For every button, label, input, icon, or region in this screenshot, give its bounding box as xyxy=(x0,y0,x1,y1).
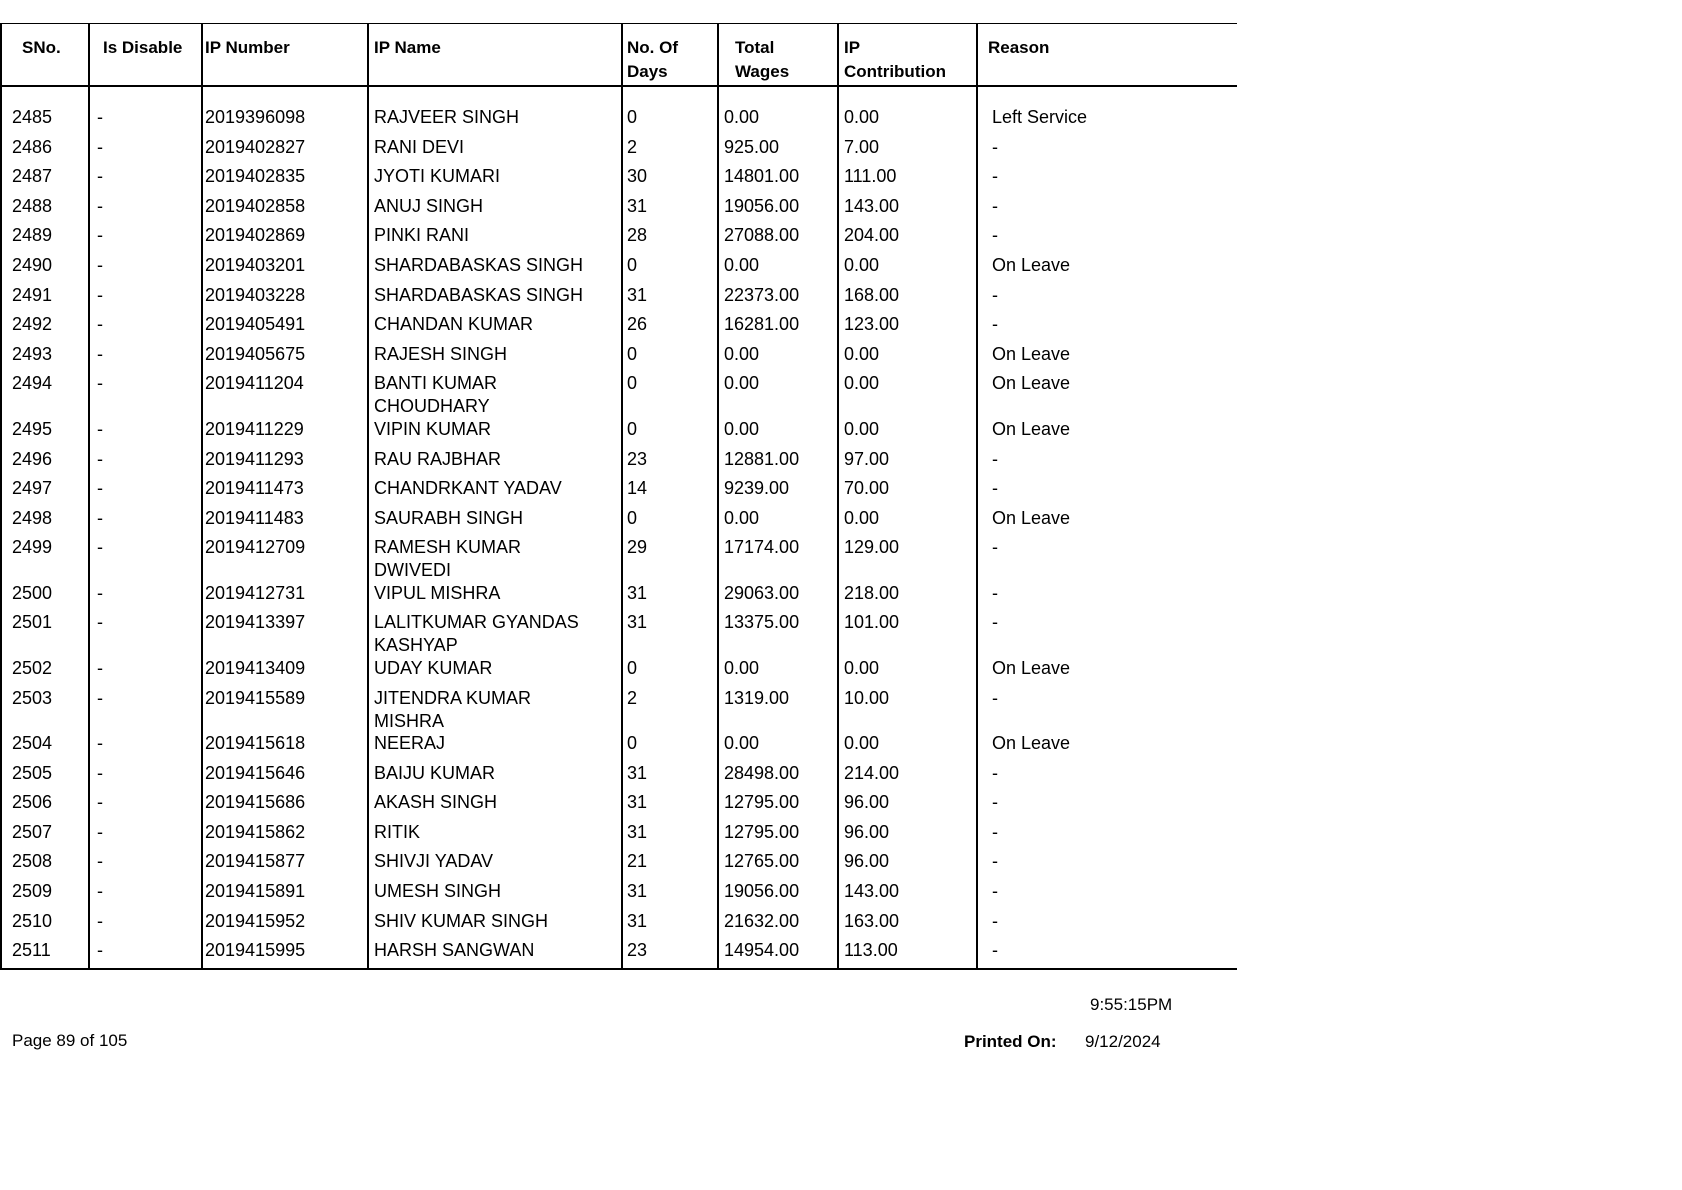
cell-ip-name xyxy=(374,195,483,218)
cell-ip-name xyxy=(374,106,519,129)
cell-no-of-days: 31 xyxy=(627,881,648,901)
cell-sno: 2506 xyxy=(12,792,53,813)
cell-total-wages: 19056.00 xyxy=(724,195,800,216)
ip-name-line: KASHYAP xyxy=(374,635,458,656)
ip-name-line: ANUJ SINGH xyxy=(374,195,484,216)
cell-is-disable: - xyxy=(97,507,103,528)
cell-sno: 2493 xyxy=(12,343,53,364)
cell-reason: - xyxy=(992,821,998,842)
cell-ip-number: 2019402835 xyxy=(205,166,306,187)
header-no-of-days-line2: Days xyxy=(627,62,668,81)
cell-ip-name xyxy=(374,284,583,307)
cell-ip-contribution: 218.00 xyxy=(844,582,900,603)
ip-name-line: VIPIN KUMAR xyxy=(374,418,492,439)
cell-reason: - xyxy=(992,582,998,603)
cell-reason: - xyxy=(992,284,998,305)
cell-no-of-days: 30 xyxy=(627,166,648,187)
cell-no-of-days: 29 xyxy=(627,537,648,558)
cell-ip-contribution: 143.00 xyxy=(844,881,900,901)
cell-is-disable: - xyxy=(97,910,103,931)
cell-reason: - xyxy=(992,910,998,931)
cell-reason: - xyxy=(992,478,998,499)
header-ip-number: IP Number xyxy=(205,38,290,57)
cell-total-wages: 0.00 xyxy=(724,507,760,528)
cell-no-of-days: 14 xyxy=(627,478,648,499)
cell-sno: 2502 xyxy=(12,657,53,678)
cell-is-disable: - xyxy=(97,762,103,783)
cell-ip-number: 2019412731 xyxy=(205,582,306,603)
cell-ip-name xyxy=(374,732,445,755)
cell-ip-number: 2019411229 xyxy=(205,418,304,439)
ip-name-line: CHOUDHARY xyxy=(374,396,490,417)
cell-is-disable: - xyxy=(97,343,103,364)
cell-sno: 2511 xyxy=(12,940,51,961)
ip-name-line: MISHRA xyxy=(374,710,445,731)
cell-total-wages: 0.00 xyxy=(724,343,760,364)
ip-name-line: VIPUL MISHRA xyxy=(374,582,501,603)
cell-sno: 2499 xyxy=(12,537,53,558)
ip-name-line: JITENDRA KUMAR xyxy=(374,687,532,708)
cell-reason: - xyxy=(992,612,998,633)
cell-sno: 2505 xyxy=(12,762,53,783)
ip-name-line: RAJVEER SINGH xyxy=(374,107,520,127)
cell-ip-name xyxy=(374,850,493,873)
cell-is-disable: - xyxy=(97,195,103,216)
ip-name-line: NEERAJ xyxy=(374,733,446,753)
cell-ip-number: 2019415995 xyxy=(205,940,306,961)
cell-reason: On Leave xyxy=(992,255,1071,275)
cell-no-of-days: 0 xyxy=(627,657,638,678)
ip-name-line: SHARDABASKAS SINGH xyxy=(374,284,584,305)
cell-is-disable: - xyxy=(97,418,103,439)
cell-sno: 2508 xyxy=(12,851,53,872)
table-top-border xyxy=(0,23,1237,24)
ip-name-line: DWIVEDI xyxy=(374,560,452,581)
cell-no-of-days: 2 xyxy=(627,687,638,708)
column-divider xyxy=(621,24,623,970)
cell-is-disable: - xyxy=(97,107,103,127)
cell-ip-number: 2019415952 xyxy=(205,910,306,931)
cell-total-wages: 925.00 xyxy=(724,136,780,157)
cell-ip-number: 2019405491 xyxy=(205,314,306,335)
cell-ip-contribution: 70.00 xyxy=(844,478,890,499)
cell-sno: 2489 xyxy=(12,225,53,246)
cell-total-wages: 12795.00 xyxy=(724,821,800,842)
cell-ip-name xyxy=(374,343,507,366)
cell-ip-number: 2019412709 xyxy=(205,537,306,558)
cell-sno: 2504 xyxy=(12,733,53,753)
cell-sno: 2510 xyxy=(12,910,53,931)
cell-ip-contribution: 96.00 xyxy=(844,821,890,842)
ip-name-line: RITIK xyxy=(374,821,421,842)
cell-is-disable: - xyxy=(97,284,103,305)
cell-is-disable: - xyxy=(97,373,103,394)
cell-is-disable: - xyxy=(97,821,103,842)
cell-sno: 2494 xyxy=(12,373,53,394)
cell-ip-contribution: 0.00 xyxy=(844,507,880,528)
cell-sno: 2495 xyxy=(12,418,53,439)
cell-is-disable: - xyxy=(97,687,103,708)
cell-ip-contribution: 123.00 xyxy=(844,314,900,335)
cell-ip-name xyxy=(374,880,501,903)
cell-ip-contribution: 96.00 xyxy=(844,851,890,872)
cell-sno: 2497 xyxy=(12,478,53,499)
cell-no-of-days: 31 xyxy=(627,582,648,603)
cell-is-disable: - xyxy=(97,733,103,753)
cell-ip-name xyxy=(374,762,495,785)
cell-ip-name xyxy=(374,507,523,530)
cell-ip-number: 2019411483 xyxy=(205,507,304,528)
cell-total-wages: 0.00 xyxy=(724,733,760,753)
cell-is-disable: - xyxy=(97,166,103,187)
cell-total-wages: 16281.00 xyxy=(724,314,800,335)
cell-is-disable: - xyxy=(97,478,103,499)
cell-ip-contribution: 96.00 xyxy=(844,792,890,813)
page-number: Page 89 of 105 xyxy=(12,1031,128,1050)
cell-ip-contribution: 97.00 xyxy=(844,448,890,469)
cell-no-of-days: 0 xyxy=(627,343,638,364)
cell-no-of-days: 21 xyxy=(627,851,648,872)
cell-ip-name xyxy=(374,910,548,933)
header-ip-contribution xyxy=(844,36,946,84)
cell-ip-name xyxy=(374,224,469,247)
header-total-wages xyxy=(735,36,789,84)
cell-reason: On Leave xyxy=(992,733,1071,753)
cell-total-wages: 19056.00 xyxy=(724,881,800,901)
cell-reason: On Leave xyxy=(992,343,1071,364)
cell-no-of-days: 0 xyxy=(627,507,638,528)
cell-sno: 2496 xyxy=(12,448,53,469)
cell-total-wages: 1319.00 xyxy=(724,687,790,708)
cell-ip-contribution: 10.00 xyxy=(844,687,890,708)
cell-total-wages: 12765.00 xyxy=(724,851,800,872)
ip-name-line: UDAY KUMAR xyxy=(374,657,493,678)
cell-no-of-days: 23 xyxy=(627,940,648,961)
header-is-disable: Is Disable xyxy=(103,38,183,57)
cell-ip-number: 2019415618 xyxy=(205,733,306,753)
cell-ip-contribution: 113.00 xyxy=(844,940,898,961)
cell-reason: - xyxy=(992,166,998,187)
cell-total-wages: 0.00 xyxy=(724,255,760,275)
cell-no-of-days: 0 xyxy=(627,255,638,275)
cell-is-disable: - xyxy=(97,255,103,275)
cell-total-wages: 28498.00 xyxy=(724,762,800,783)
cell-ip-name xyxy=(374,136,464,159)
cell-no-of-days: 28 xyxy=(627,225,648,246)
cell-is-disable: - xyxy=(97,582,103,603)
ip-name-line: HARSH SANGWAN xyxy=(374,940,535,961)
ip-name-line: RANI DEVI xyxy=(374,136,465,157)
cell-ip-number: 2019403201 xyxy=(205,255,306,275)
cell-no-of-days: 2 xyxy=(627,136,638,157)
cell-ip-number: 2019411204 xyxy=(205,373,304,394)
cell-reason: - xyxy=(992,792,998,813)
column-divider xyxy=(0,24,2,970)
cell-ip-contribution: 0.00 xyxy=(844,255,880,275)
cell-total-wages: 22373.00 xyxy=(724,284,800,305)
cell-total-wages: 14801.00 xyxy=(724,166,800,187)
cell-reason: - xyxy=(992,762,998,783)
cell-total-wages: 0.00 xyxy=(724,657,760,678)
cell-reason: - xyxy=(992,225,998,246)
cell-reason: On Leave xyxy=(992,373,1071,394)
header-ip-contribution-line1: IP xyxy=(844,38,861,57)
printed-on-label: Printed On: xyxy=(964,1032,1057,1051)
header-total-wages-line2: Wages xyxy=(735,62,790,81)
cell-ip-name xyxy=(374,821,420,844)
cell-reason: - xyxy=(992,881,998,901)
cell-is-disable: - xyxy=(97,881,103,901)
cell-total-wages: 29063.00 xyxy=(724,582,800,603)
cell-ip-contribution: 0.00 xyxy=(844,343,880,364)
cell-ip-name xyxy=(374,536,521,582)
cell-ip-contribution: 143.00 xyxy=(844,195,900,216)
cell-no-of-days: 0 xyxy=(627,733,638,753)
cell-reason: - xyxy=(992,537,998,558)
ip-name-line: BANTI KUMAR xyxy=(374,373,498,394)
cell-ip-contribution: 163.00 xyxy=(844,910,900,931)
cell-ip-number: 2019411293 xyxy=(205,448,304,469)
cell-sno: 2509 xyxy=(12,881,53,901)
cell-no-of-days: 26 xyxy=(627,314,648,335)
cell-sno: 2503 xyxy=(12,687,53,708)
cell-reason: - xyxy=(992,448,998,469)
cell-ip-number: 2019415589 xyxy=(205,687,306,708)
cell-ip-name xyxy=(374,254,583,277)
ip-name-line: CHANDRKANT YADAV xyxy=(374,478,562,499)
cell-reason: On Leave xyxy=(992,418,1071,439)
cell-reason: - xyxy=(992,851,998,872)
cell-total-wages: 27088.00 xyxy=(724,225,800,246)
cell-ip-name xyxy=(374,611,579,657)
header-no-of-days-line1: No. Of xyxy=(627,38,678,57)
cell-ip-contribution: 0.00 xyxy=(844,733,880,753)
header-bottom-border xyxy=(0,85,1237,87)
column-divider xyxy=(976,24,978,970)
cell-ip-number: 2019396098 xyxy=(205,107,306,127)
cell-ip-number: 2019402869 xyxy=(205,225,306,246)
cell-total-wages: 13375.00 xyxy=(724,612,800,633)
ip-name-line: SHIVJI YADAV xyxy=(374,851,494,872)
cell-ip-contribution: 7.00 xyxy=(844,136,880,157)
column-divider xyxy=(367,24,369,970)
ip-name-line: SAURABH SINGH xyxy=(374,507,524,528)
cell-total-wages: 9239.00 xyxy=(724,478,790,499)
cell-is-disable: - xyxy=(97,136,103,157)
cell-sno: 2500 xyxy=(12,582,53,603)
cell-sno: 2491 xyxy=(12,284,53,305)
cell-sno: 2492 xyxy=(12,314,53,335)
cell-ip-contribution: 101.00 xyxy=(844,612,900,633)
cell-total-wages: 17174.00 xyxy=(724,537,800,558)
cell-ip-number: 2019413409 xyxy=(205,657,306,678)
cell-is-disable: - xyxy=(97,314,103,335)
cell-reason: - xyxy=(992,136,998,157)
cell-ip-name xyxy=(374,657,492,680)
cell-reason: On Leave xyxy=(992,657,1071,678)
cell-reason: Left Service xyxy=(992,107,1088,127)
cell-is-disable: - xyxy=(97,851,103,872)
cell-is-disable: - xyxy=(97,225,103,246)
ip-name-line: LALITKUMAR GYANDAS xyxy=(374,612,579,633)
printed-on-date: 9/12/2024 xyxy=(1085,1032,1161,1051)
cell-is-disable: - xyxy=(97,612,103,633)
cell-ip-number: 2019411473 xyxy=(205,478,304,499)
cell-reason: - xyxy=(992,195,998,216)
cell-reason: - xyxy=(992,687,998,708)
ip-name-line: RAU RAJBHAR xyxy=(374,448,502,469)
cell-no-of-days: 31 xyxy=(627,284,648,305)
cell-ip-contribution: 0.00 xyxy=(844,373,880,394)
cell-ip-name xyxy=(374,791,497,814)
header-sno: SNo. xyxy=(22,38,61,57)
ip-name-line: CHANDAN KUMAR xyxy=(374,314,534,335)
header-reason: Reason xyxy=(988,38,1050,57)
cell-sno: 2498 xyxy=(12,507,53,528)
cell-ip-contribution: 204.00 xyxy=(844,225,900,246)
cell-is-disable: - xyxy=(97,940,103,961)
header-total-wages-line1: Total xyxy=(735,38,775,57)
print-time: 9:55:15PM xyxy=(1090,995,1173,1014)
cell-ip-number: 2019415891 xyxy=(205,881,306,901)
ip-name-line: PINKI RANI xyxy=(374,225,470,246)
cell-ip-contribution: 0.00 xyxy=(844,107,880,127)
cell-no-of-days: 31 xyxy=(627,762,648,783)
cell-ip-contribution: 0.00 xyxy=(844,657,880,678)
cell-ip-number: 2019415862 xyxy=(205,821,306,842)
cell-reason: On Leave xyxy=(992,507,1071,528)
cell-no-of-days: 0 xyxy=(627,107,638,127)
cell-ip-number: 2019405675 xyxy=(205,343,306,364)
ip-name-line: SHARDABASKAS SINGH xyxy=(374,255,584,275)
cell-ip-contribution: 168.00 xyxy=(844,284,900,305)
cell-total-wages: 12795.00 xyxy=(724,792,800,813)
cell-sno: 2488 xyxy=(12,195,53,216)
cell-no-of-days: 31 xyxy=(627,910,648,931)
cell-ip-number: 2019413397 xyxy=(205,612,306,633)
cell-reason: - xyxy=(992,940,998,961)
cell-sno: 2486 xyxy=(12,136,53,157)
cell-ip-contribution: 0.00 xyxy=(844,418,880,439)
column-divider xyxy=(88,24,90,970)
cell-ip-contribution: 111.00 xyxy=(844,166,897,187)
column-divider xyxy=(837,24,839,970)
cell-ip-name xyxy=(374,582,500,605)
cell-ip-number: 2019402827 xyxy=(205,136,306,157)
cell-total-wages: 0.00 xyxy=(724,373,760,394)
ip-name-line: SHIV KUMAR SINGH xyxy=(374,910,549,931)
header-ip-contribution-line2: Contribution xyxy=(844,62,946,81)
cell-ip-name xyxy=(374,448,501,471)
ip-name-line: UMESH SINGH xyxy=(374,881,502,901)
cell-no-of-days: 31 xyxy=(627,821,648,842)
ip-name-line: BAIJU KUMAR xyxy=(374,762,496,783)
cell-ip-number: 2019403228 xyxy=(205,284,306,305)
cell-no-of-days: 31 xyxy=(627,612,648,633)
cell-sno: 2487 xyxy=(12,166,53,187)
cell-no-of-days: 31 xyxy=(627,792,648,813)
cell-no-of-days: 0 xyxy=(627,418,638,439)
cell-ip-name xyxy=(374,939,534,962)
cell-is-disable: - xyxy=(97,657,103,678)
cell-no-of-days: 31 xyxy=(627,195,648,216)
cell-no-of-days: 0 xyxy=(627,373,638,394)
cell-ip-contribution: 214.00 xyxy=(844,762,900,783)
cell-sno: 2501 xyxy=(12,612,53,633)
cell-total-wages: 12881.00 xyxy=(724,448,800,469)
cell-total-wages: 0.00 xyxy=(724,107,760,127)
cell-no-of-days: 23 xyxy=(627,448,648,469)
cell-ip-contribution: 129.00 xyxy=(844,537,900,558)
cell-sno: 2507 xyxy=(12,821,53,842)
ip-name-line: RAMESH KUMAR xyxy=(374,537,522,558)
cell-is-disable: - xyxy=(97,537,103,558)
cell-total-wages: 21632.00 xyxy=(724,910,800,931)
cell-sno: 2490 xyxy=(12,255,53,275)
cell-ip-name xyxy=(374,477,562,500)
table-bottom-border xyxy=(0,968,1237,970)
header-no-of-days xyxy=(627,36,678,84)
cell-is-disable: - xyxy=(97,448,103,469)
cell-ip-number: 2019402858 xyxy=(205,195,306,216)
cell-ip-number: 2019415646 xyxy=(205,762,306,783)
column-divider xyxy=(717,24,719,970)
ip-name-line: AKASH SINGH xyxy=(374,792,498,813)
cell-ip-number: 2019415686 xyxy=(205,792,306,813)
ip-name-line: JYOTI KUMARI xyxy=(374,166,501,187)
cell-is-disable: - xyxy=(97,792,103,813)
cell-ip-name xyxy=(374,418,491,441)
cell-ip-number: 2019415877 xyxy=(205,851,306,872)
cell-total-wages: 0.00 xyxy=(724,418,760,439)
cell-ip-name xyxy=(374,687,531,733)
ip-name-line: RAJESH SINGH xyxy=(374,343,508,364)
cell-ip-name xyxy=(374,313,533,336)
cell-ip-name xyxy=(374,165,500,188)
cell-sno: 2485 xyxy=(12,107,53,127)
cell-ip-name xyxy=(374,372,497,418)
cell-total-wages: 14954.00 xyxy=(724,940,800,961)
header-ip-name: IP Name xyxy=(374,38,441,57)
column-divider xyxy=(201,24,203,970)
cell-reason: - xyxy=(992,314,998,335)
